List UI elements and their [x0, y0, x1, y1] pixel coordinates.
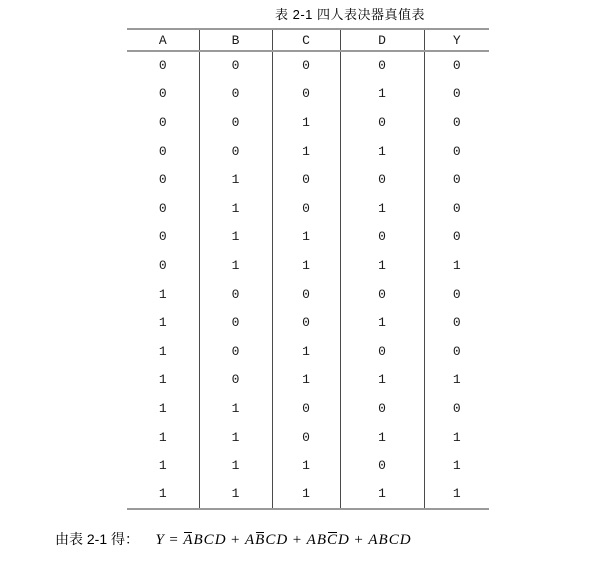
plus-operator: + — [231, 532, 240, 548]
table-cell: 1 — [340, 308, 424, 337]
table-cell: 1 — [158, 315, 167, 331]
table-cell: 0 — [340, 280, 424, 309]
table-row — [127, 251, 489, 280]
plus-operator: + — [292, 532, 302, 548]
table-cell: 0 — [199, 337, 272, 366]
table-cell: 0 — [199, 51, 272, 80]
formula-var: B — [193, 532, 203, 548]
table-row — [127, 423, 489, 452]
table-cell: 0 — [158, 114, 167, 130]
column-header: D — [340, 29, 424, 51]
table-cell: 1 — [424, 366, 489, 395]
table-header-row — [127, 29, 489, 51]
table-cell: 0 — [272, 165, 340, 194]
table-row — [127, 194, 489, 223]
table-cell: 0 — [272, 80, 340, 109]
table-cell: 0 — [340, 223, 424, 252]
plus-operator: + — [354, 532, 363, 548]
table-cell: 0 — [199, 137, 272, 166]
formula-var: D — [276, 532, 288, 548]
table-cell: 0 — [340, 108, 424, 137]
table-cell: 0 — [272, 394, 340, 423]
column-header: C — [272, 29, 340, 51]
table-cell: 0 — [424, 80, 489, 109]
table-cell: 0 — [424, 194, 489, 223]
table-cell: 1 — [199, 394, 272, 423]
formula-var: A — [306, 532, 316, 548]
formula-var: C — [265, 532, 276, 548]
table-cell: 0 — [424, 337, 489, 366]
table-cell: 0 — [272, 308, 340, 337]
table-cell: 0 — [424, 223, 489, 252]
table-cell: 0 — [424, 394, 489, 423]
table-cell: 1 — [340, 366, 424, 395]
table-cell: 0 — [199, 308, 272, 337]
table-cell: 0 — [424, 51, 489, 80]
table-cell: 1 — [158, 400, 167, 416]
table-cell: 0 — [424, 137, 489, 166]
table-cell: 0 — [340, 451, 424, 480]
table-row — [127, 223, 489, 252]
formula-var-negated: B — [255, 532, 265, 548]
table-cell: 0 — [424, 308, 489, 337]
formula-var: C — [203, 532, 214, 548]
table-row — [127, 394, 489, 423]
table-row — [127, 80, 489, 109]
table-cell: 0 — [158, 172, 167, 188]
table-cell: 1 — [340, 80, 424, 109]
table-cell: 1 — [272, 480, 340, 509]
table-cell: 0 — [424, 165, 489, 194]
table-cell: 1 — [158, 458, 167, 474]
table-cell: 0 — [158, 58, 167, 74]
table-cell: 1 — [340, 251, 424, 280]
table-row — [127, 451, 489, 480]
formula-var: B — [316, 532, 327, 548]
formula-var-negated: C — [327, 532, 338, 548]
table-cell: 0 — [272, 194, 340, 223]
table-cell: 0 — [340, 51, 424, 80]
table-cell: 1 — [424, 251, 489, 280]
table-cell: 1 — [424, 451, 489, 480]
table-cell: 1 — [272, 108, 340, 137]
table-row — [127, 308, 489, 337]
equals-sign: = — [169, 532, 178, 548]
table-row — [127, 337, 489, 366]
column-header: B — [199, 29, 272, 51]
table-cell: 0 — [199, 108, 272, 137]
page-title: 表 2-1 四人表决器真值表 — [274, 7, 425, 22]
table-cell: 1 — [340, 480, 424, 509]
formula-var: A — [245, 532, 255, 548]
table-cell: 0 — [340, 165, 424, 194]
table-cell: 0 — [424, 108, 489, 137]
table-cell: 1 — [272, 366, 340, 395]
table-cell: 0 — [340, 394, 424, 423]
table-cell: 1 — [158, 343, 167, 359]
table-cell: 1 — [272, 223, 340, 252]
table-cell: 1 — [340, 423, 424, 452]
table-row — [127, 480, 489, 509]
table-cell: 1 — [424, 423, 489, 452]
table-cell: 0 — [158, 229, 167, 245]
table-cell: 1 — [199, 223, 272, 252]
table-row — [127, 51, 489, 80]
column-header: A — [158, 32, 167, 48]
table-cell: 1 — [199, 480, 272, 509]
table-cell: 0 — [424, 280, 489, 309]
footer — [55, 529, 411, 549]
formula — [155, 532, 411, 548]
formula-lhs: Y — [155, 532, 164, 548]
table-cell: 1 — [158, 429, 167, 445]
table-cell: 0 — [199, 366, 272, 395]
table-cell: 0 — [158, 257, 167, 273]
table-cell: 0 — [199, 80, 272, 109]
formula-var-negated: A — [183, 532, 193, 548]
table-cell: 1 — [199, 165, 272, 194]
table-row — [127, 280, 489, 309]
table-cell: 0 — [340, 337, 424, 366]
table-cell: 1 — [158, 286, 167, 302]
formula-var: D — [399, 532, 411, 548]
table-row — [127, 165, 489, 194]
table-cell: 1 — [272, 251, 340, 280]
table-cell: 1 — [199, 194, 272, 223]
table-cell: 0 — [272, 423, 340, 452]
column-header: Y — [424, 29, 489, 51]
table-row — [127, 366, 489, 395]
table-cell: 1 — [272, 137, 340, 166]
formula-terms — [183, 532, 411, 548]
table-cell: 0 — [272, 51, 340, 80]
table-cell: 0 — [158, 86, 167, 102]
formula-var: A — [368, 532, 378, 548]
footer-prefix: 由表 2-1 得： — [55, 531, 140, 547]
table-cell: 1 — [272, 337, 340, 366]
table-cell: 1 — [199, 451, 272, 480]
formula-var: C — [388, 532, 399, 548]
table-row — [127, 108, 489, 137]
table-cell: 1 — [340, 194, 424, 223]
table-body — [127, 51, 489, 509]
table-cell: 1 — [272, 451, 340, 480]
table-cell: 0 — [272, 280, 340, 309]
table-cell: 1 — [158, 486, 167, 502]
table-cell: 0 — [199, 280, 272, 309]
formula-var: B — [378, 532, 388, 548]
table-cell: 0 — [158, 143, 167, 159]
table-cell: 1 — [199, 423, 272, 452]
table-cell: 1 — [199, 251, 272, 280]
table-cell: 1 — [340, 137, 424, 166]
table-cell: 0 — [158, 200, 167, 216]
truth-table — [127, 28, 489, 510]
table-cell: 1 — [158, 372, 167, 388]
formula-var: D — [214, 532, 226, 548]
formula-var: D — [338, 532, 349, 548]
table-cell: 1 — [424, 480, 489, 509]
table-row — [127, 137, 489, 166]
